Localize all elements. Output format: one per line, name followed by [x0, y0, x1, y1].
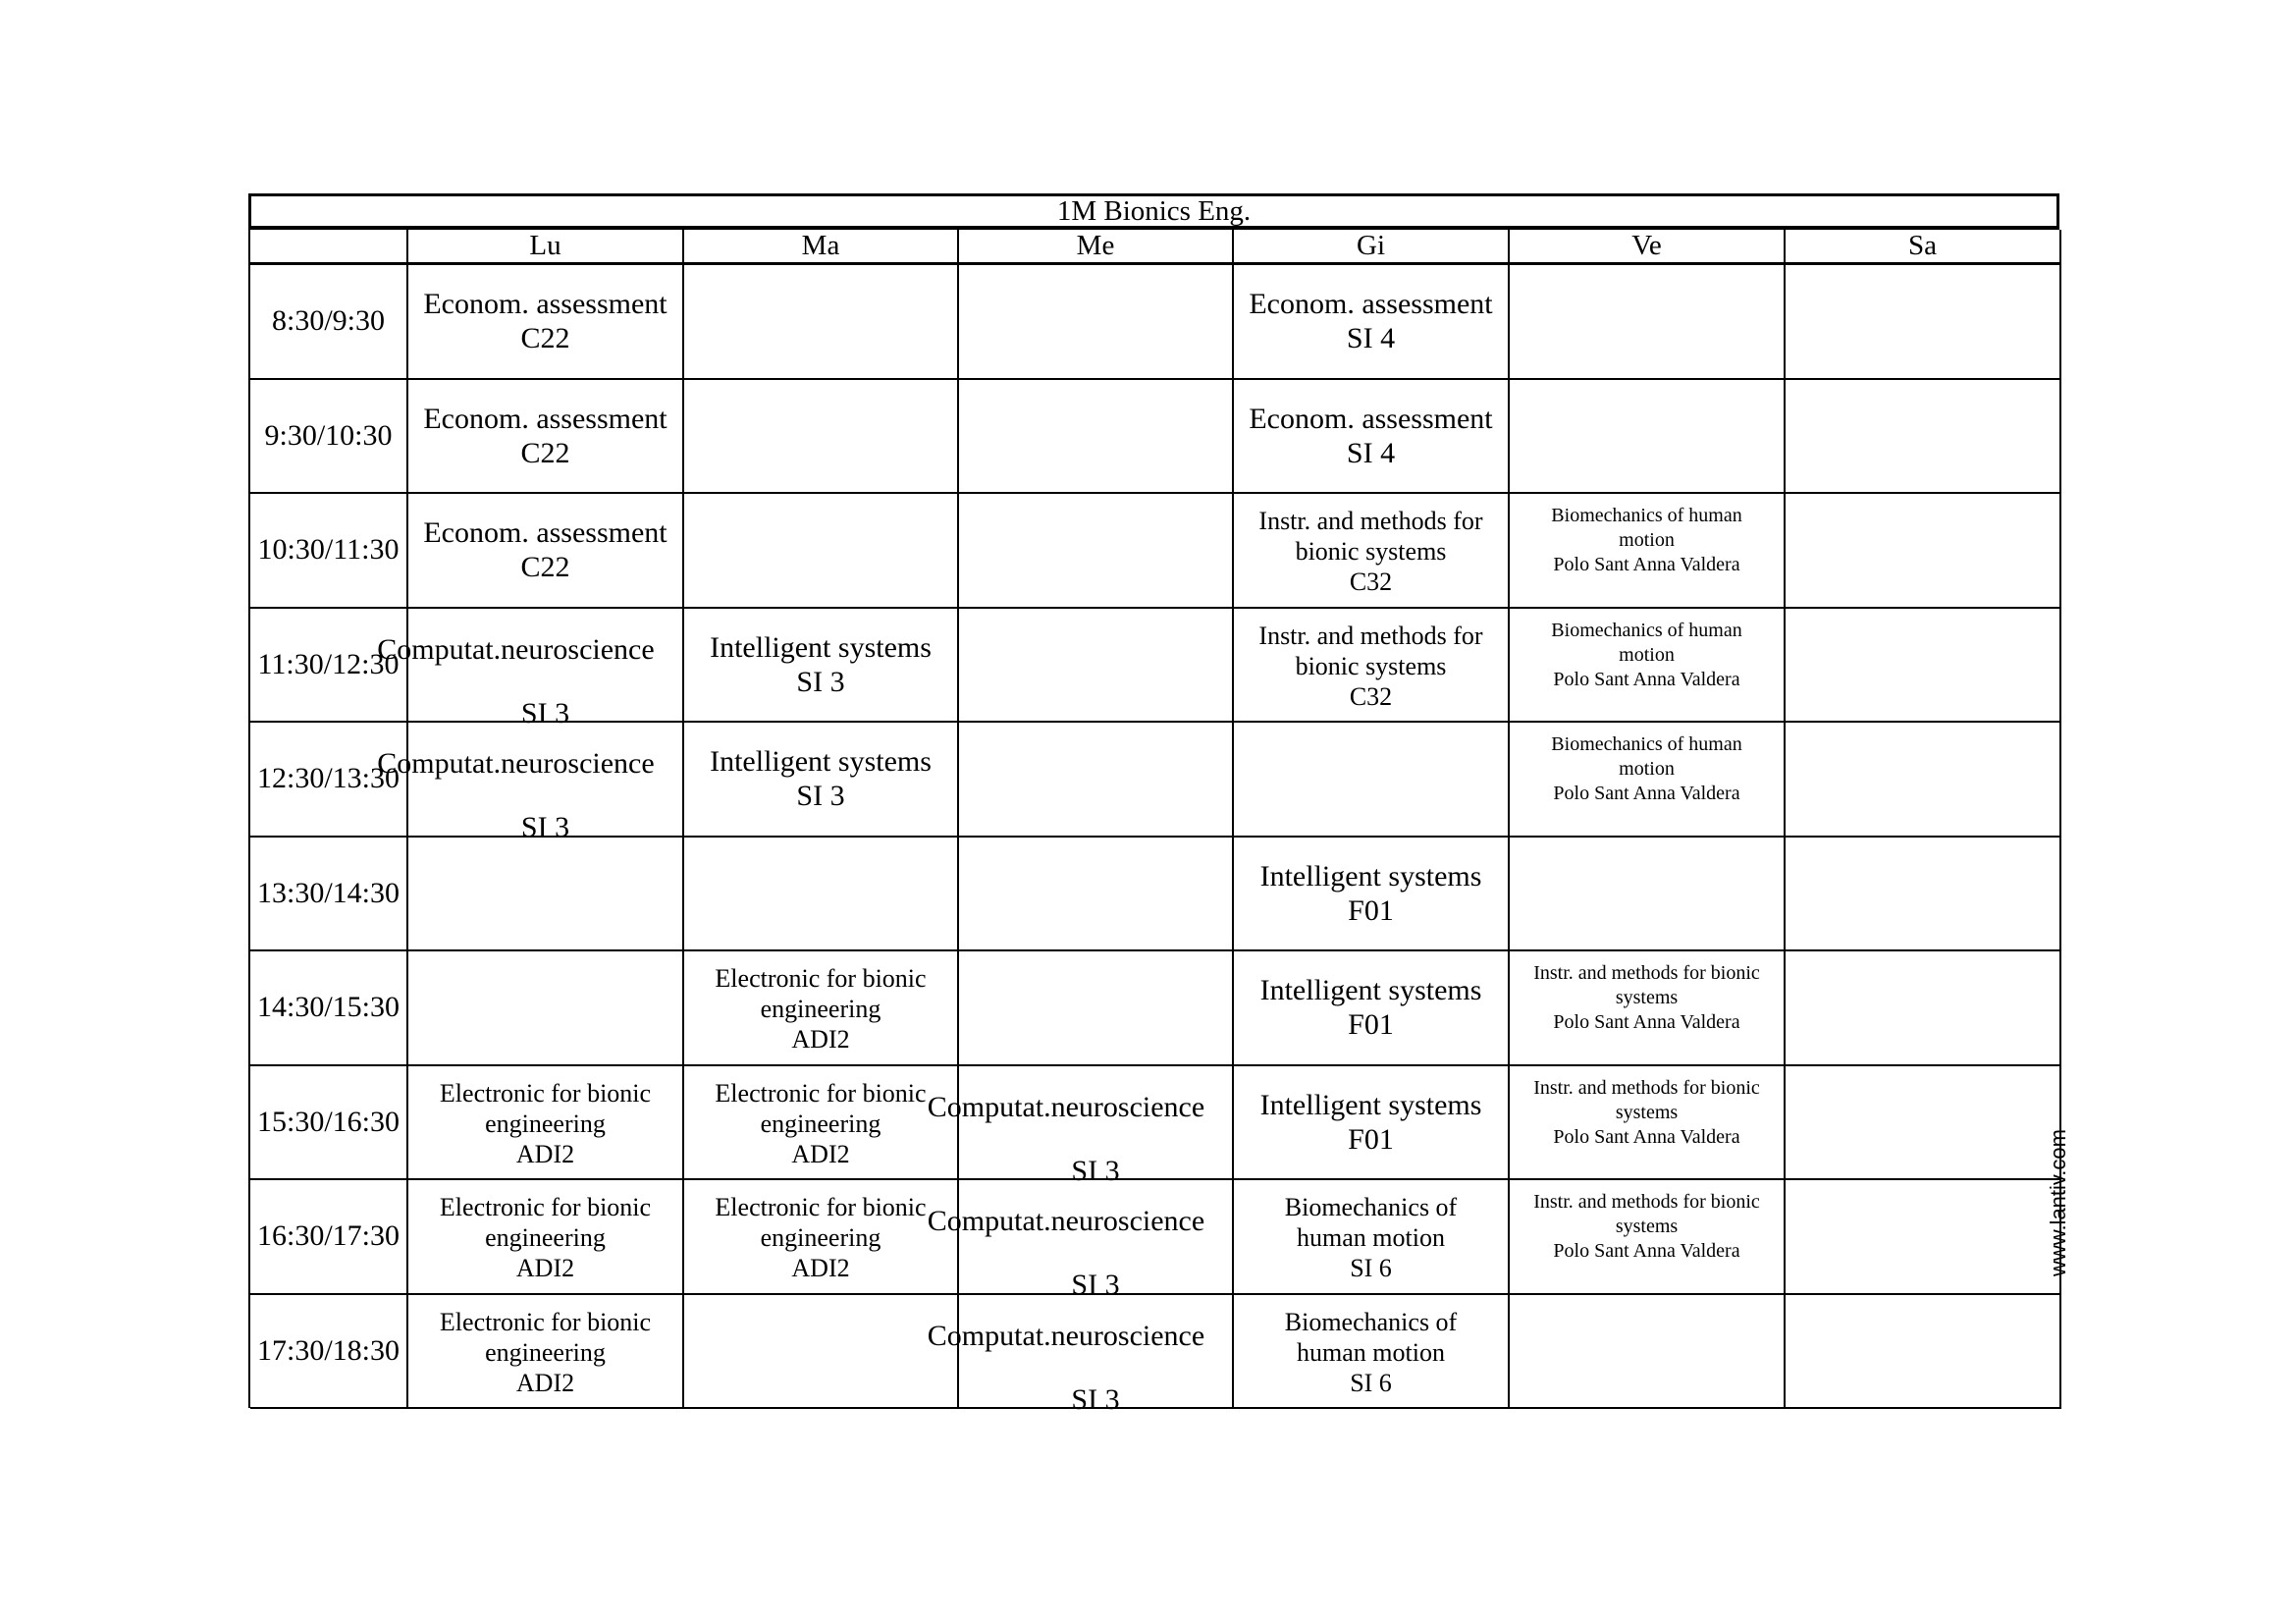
lesson-room: SI 6	[1350, 1254, 1392, 1282]
lesson-name-line: Instr. and methods for	[1258, 507, 1483, 535]
lesson-cell	[927, 1066, 1234, 1187]
lesson-name-line: Intelligent systems	[710, 630, 932, 664]
lesson-room: C22	[520, 551, 570, 583]
lesson-cell	[1234, 838, 1510, 952]
lesson-name-line: motion	[1619, 643, 1675, 666]
day-header: Lu	[408, 230, 684, 265]
empty-cell	[1786, 951, 2061, 1066]
lesson-name-line: Electronic for bionic	[439, 1307, 652, 1336]
lesson-cell	[377, 609, 684, 730]
lesson-cell	[1510, 609, 1786, 724]
lesson-room: C32	[1349, 681, 1393, 711]
empty-cell	[684, 265, 959, 380]
lesson-room: SI 3	[1071, 1382, 1120, 1416]
day-header: Gi	[1234, 230, 1510, 265]
empty-cell	[1786, 494, 2061, 609]
lesson-room: Polo Sant Anna Valdera	[1553, 783, 1740, 804]
lesson-cell	[684, 1066, 959, 1181]
lesson-room: SI 4	[1346, 322, 1396, 354]
lesson-name-line: engineering	[760, 1109, 881, 1138]
empty-cell	[1786, 380, 2061, 495]
lesson-name-line: Computat.neuroscience	[927, 1205, 1205, 1237]
lesson-room: ADI2	[791, 1025, 850, 1054]
empty-cell	[959, 494, 1234, 609]
timetable-grid	[248, 229, 2059, 1416]
empty-cell	[1786, 1066, 2061, 1181]
corner-cell	[250, 230, 408, 265]
empty-cell	[1510, 380, 1786, 495]
lesson-cell	[377, 723, 684, 843]
lesson-cell	[408, 265, 684, 380]
lesson-room: C22	[520, 436, 570, 469]
lesson-name-line: systems	[1615, 1216, 1679, 1237]
lesson-name-line: Econom. assessment	[423, 402, 667, 435]
lesson-cell	[684, 723, 959, 838]
lesson-cell	[1234, 380, 1510, 495]
day-header: Sa	[1786, 230, 2061, 265]
empty-cell	[1510, 1295, 1786, 1410]
empty-cell	[959, 951, 1234, 1066]
empty-cell	[684, 1295, 959, 1410]
lesson-room: Polo Sant Anna Valdera	[1553, 1125, 1740, 1148]
lesson-room: ADI2	[515, 1254, 575, 1282]
day-header: Me	[959, 230, 1234, 265]
lesson-name-line: engineering	[485, 1109, 606, 1138]
lesson-name-line: Econom. assessment	[423, 516, 667, 549]
time-slot: 10:30/11:30	[250, 494, 408, 609]
lesson-room: ADI2	[791, 1254, 850, 1282]
lesson-name-line: Biomechanics of human	[1551, 619, 1742, 641]
lesson-cell	[408, 380, 684, 495]
lesson-name-line: Computat.neuroscience	[377, 747, 655, 780]
lesson-room: Polo Sant Anna Valdera	[1553, 668, 1740, 690]
lesson-name-line: systems	[1615, 987, 1679, 1008]
empty-cell	[1786, 723, 2061, 838]
empty-cell	[959, 609, 1234, 724]
lesson-room: Polo Sant Anna Valdera	[1553, 1240, 1740, 1262]
lesson-name-line: Instr. and methods for bionic	[1533, 962, 1760, 984]
lesson-cell	[927, 1180, 1234, 1301]
lesson-name-line: bionic systems	[1295, 651, 1447, 680]
lesson-room: SI 6	[1350, 1368, 1392, 1397]
lesson-cell	[1510, 1066, 1786, 1181]
lesson-room: ADI2	[515, 1368, 575, 1397]
empty-cell	[1510, 838, 1786, 952]
lesson-room: SI 4	[1346, 436, 1396, 469]
lesson-name-line: Intelligent systems	[1259, 859, 1482, 893]
empty-cell	[1510, 265, 1786, 380]
lesson-room: F01	[1348, 1008, 1394, 1041]
lesson-cell	[408, 1295, 684, 1410]
lesson-room: C22	[520, 322, 570, 354]
lesson-cell	[1234, 1180, 1510, 1295]
lesson-room: SI 3	[520, 811, 570, 843]
time-slot: 12:30/13:30	[250, 723, 408, 838]
lesson-name-line: Biomechanics of human	[1551, 505, 1742, 526]
timetable	[248, 193, 2059, 1416]
lesson-name-line: Biomechanics of	[1284, 1307, 1458, 1336]
lesson-name-line: engineering	[760, 1223, 881, 1252]
lesson-name-line: human motion	[1297, 1223, 1445, 1252]
day-header: Ve	[1510, 230, 1786, 265]
lesson-room: SI 3	[1071, 1269, 1120, 1301]
lesson-name-line: Intelligent systems	[1259, 1088, 1482, 1121]
lesson-room: ADI2	[515, 1139, 575, 1168]
lesson-room: SI 3	[796, 780, 845, 812]
empty-cell	[1786, 1295, 2061, 1410]
lesson-name-line: Electronic for bionic	[715, 1078, 927, 1108]
lesson-name-line: Econom. assessment	[1249, 288, 1493, 320]
lesson-room: Polo Sant Anna Valdera	[1553, 1011, 1740, 1033]
lesson-name-line: Electronic for bionic	[439, 1193, 652, 1221]
lesson-room: C32	[1349, 568, 1393, 596]
time-slot: 11:30/12:30	[250, 609, 408, 724]
timetable-title: 1M Bionics Eng.	[248, 193, 2059, 229]
lesson-name-line: human motion	[1297, 1337, 1445, 1367]
time-slot: 9:30/10:30	[250, 380, 408, 495]
lesson-name-line: Instr. and methods for bionic	[1533, 1191, 1760, 1213]
time-slot: 15:30/16:30	[250, 1066, 408, 1181]
lesson-cell	[684, 1180, 959, 1295]
lesson-name-line: engineering	[760, 995, 881, 1023]
lesson-cell	[927, 1295, 1234, 1416]
watermark: www.lantiv.com	[2046, 1129, 2070, 1276]
lesson-name-line: Biomechanics of human	[1551, 733, 1742, 755]
lesson-name-line: systems	[1615, 1101, 1679, 1123]
lesson-name-line: bionic systems	[1295, 537, 1447, 566]
empty-cell	[1786, 838, 2061, 952]
lesson-name-line: Electronic for bionic	[715, 964, 927, 993]
lesson-cell	[1510, 494, 1786, 609]
time-slot: 8:30/9:30	[250, 265, 408, 380]
lesson-cell	[1234, 609, 1510, 724]
lesson-cell	[408, 1066, 684, 1181]
empty-cell	[684, 838, 959, 952]
lesson-cell	[684, 609, 959, 724]
lesson-name-line: engineering	[485, 1337, 606, 1367]
lesson-name-line: motion	[1619, 529, 1675, 551]
lesson-cell	[1234, 265, 1510, 380]
lesson-cell	[1510, 723, 1786, 838]
empty-cell	[408, 951, 684, 1066]
lesson-cell	[1510, 951, 1786, 1066]
empty-cell	[1786, 1180, 2061, 1295]
time-slot: 14:30/15:30	[250, 951, 408, 1066]
lesson-cell	[1234, 1295, 1510, 1410]
day-header: Ma	[684, 230, 959, 265]
lesson-name-line: Econom. assessment	[423, 288, 667, 320]
empty-cell	[959, 723, 1234, 838]
lesson-cell	[1234, 494, 1510, 609]
lesson-cell	[408, 494, 684, 609]
lesson-cell	[1234, 951, 1510, 1066]
lesson-room: F01	[1348, 1122, 1394, 1156]
lesson-name-line: Biomechanics of	[1284, 1193, 1458, 1221]
empty-cell	[1786, 265, 2061, 380]
empty-cell	[684, 494, 959, 609]
lesson-name-line: Intelligent systems	[1259, 974, 1482, 1006]
empty-cell	[408, 838, 684, 952]
empty-cell	[959, 265, 1234, 380]
lesson-cell	[684, 951, 959, 1066]
lesson-name-line: Intelligent systems	[710, 745, 932, 778]
lesson-room: SI 3	[796, 665, 845, 698]
empty-cell	[684, 380, 959, 495]
lesson-room: F01	[1348, 893, 1394, 927]
lesson-name-line: motion	[1619, 758, 1675, 780]
time-slot: 16:30/17:30	[250, 1180, 408, 1295]
lesson-name-line: Instr. and methods for bionic	[1533, 1076, 1760, 1099]
lesson-name-line: Electronic for bionic	[439, 1078, 652, 1108]
empty-cell	[1234, 723, 1510, 838]
lesson-cell	[408, 1180, 684, 1295]
time-slot: 17:30/18:30	[250, 1295, 408, 1410]
lesson-name-line: Econom. assessment	[1249, 402, 1493, 435]
lesson-name-line: Computat.neuroscience	[377, 632, 655, 666]
time-slot: 13:30/14:30	[250, 838, 408, 952]
empty-cell	[959, 380, 1234, 495]
lesson-name-line: Instr. and methods for	[1258, 621, 1483, 650]
lesson-name-line: Computat.neuroscience	[927, 1090, 1205, 1123]
lesson-room: ADI2	[791, 1139, 850, 1168]
lesson-room: Polo Sant Anna Valdera	[1553, 554, 1740, 575]
lesson-room: SI 3	[1071, 1154, 1120, 1187]
lesson-name-line: Computat.neuroscience	[927, 1319, 1205, 1352]
empty-cell	[1786, 609, 2061, 724]
lesson-name-line: engineering	[485, 1223, 606, 1252]
lesson-cell	[1234, 1066, 1510, 1181]
lesson-name-line: Electronic for bionic	[715, 1193, 927, 1221]
lesson-room: SI 3	[520, 696, 570, 730]
lesson-cell	[1510, 1180, 1786, 1295]
empty-cell	[959, 838, 1234, 952]
